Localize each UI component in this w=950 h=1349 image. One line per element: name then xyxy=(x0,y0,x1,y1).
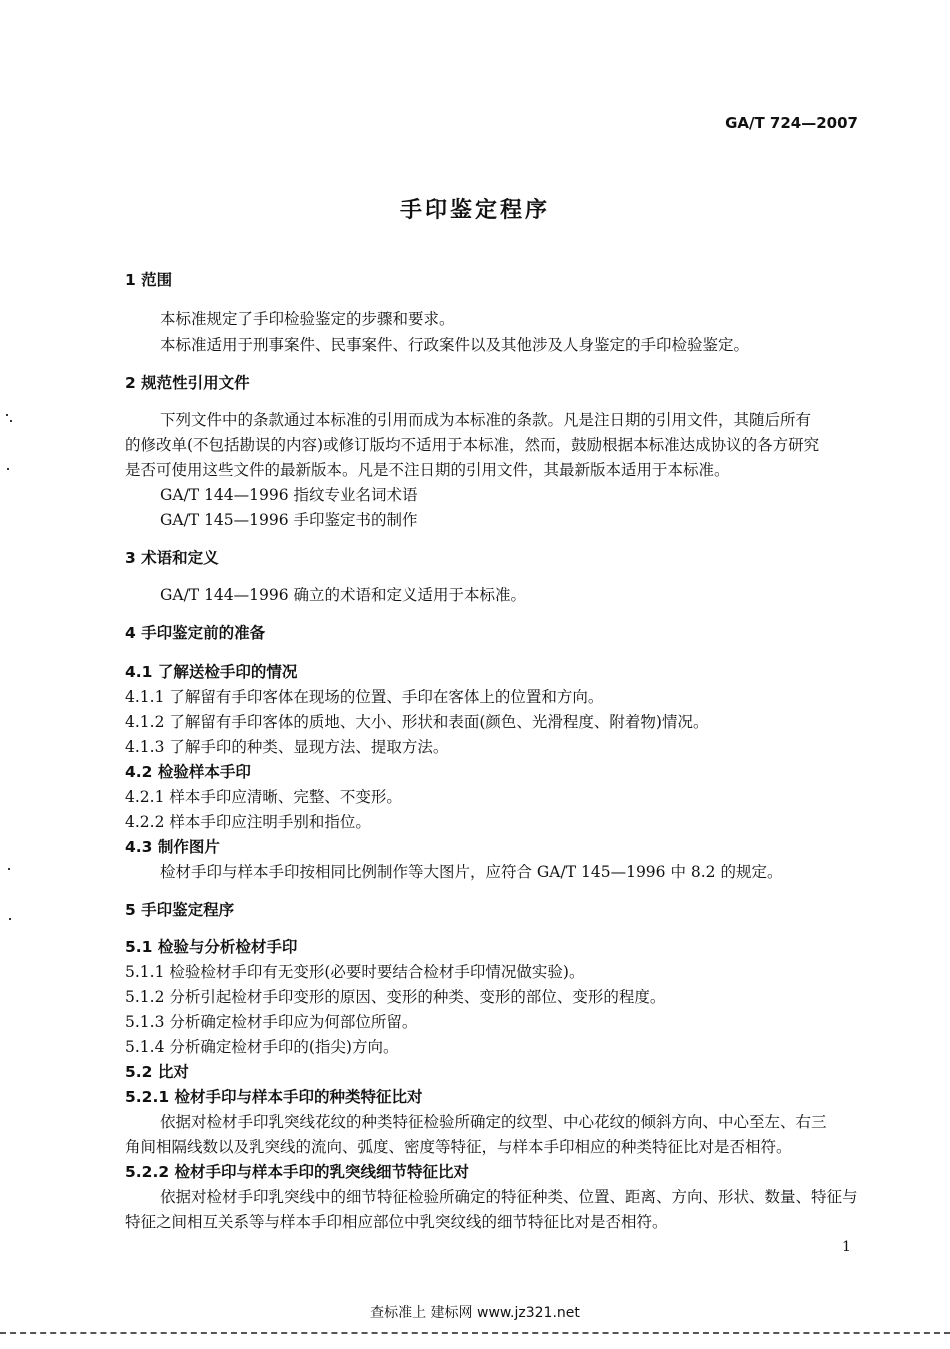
footer-watermark: 查标准上 建标网 www.jz321.net xyxy=(370,1305,580,1321)
clause-item: 5.1.2 分析引起检材手印变形的原因、变形的种类、变形的部位、变形的程度。 xyxy=(125,988,666,1006)
paragraph-line: 的修改单(不包括勘误的内容)或修订版均不适用于本标准，然而，鼓励根据本标准达成协议的各方研究 xyxy=(125,436,820,454)
paragraph-line: 是否可使用这些文件的最新版本。凡是不注日期的引用文件，其最新版本适用于本标准。 xyxy=(125,461,730,479)
paragraph-line: 下列文件中的条款通过本标准的引用而成为本标准的条款。凡是注日期的引用文件，其随后所有 xyxy=(160,411,812,429)
reference-item: GA/T 145—1996 手印鉴定书的制作 xyxy=(160,511,418,529)
scan-speck xyxy=(10,420,12,422)
clause-item: 4.2.2 样本手印应注明手别和指位。 xyxy=(125,813,371,831)
clause-item: 4.1.3 了解手印的种类、显现方法、提取方法。 xyxy=(125,738,449,756)
section-5-heading: 5 手印鉴定程序 xyxy=(125,901,235,919)
standard-number: GA/T 724—2007 xyxy=(725,114,858,132)
clause-item: 4.1.1 了解留有手印客体在现场的位置、手印在客体上的位置和方向。 xyxy=(125,688,604,706)
scan-speck xyxy=(9,918,11,920)
subsection-heading: 4.3 制作图片 xyxy=(125,838,220,856)
scan-edge-line xyxy=(0,1332,950,1334)
section-1-heading: 1 范围 xyxy=(125,271,173,289)
clause-item: 4.1.2 了解留有手印客体的质地、大小、形状和表面(颜色、光滑程度、附着物)情况。 xyxy=(125,713,709,731)
scan-speck xyxy=(7,468,9,470)
section-4-heading: 4 手印鉴定前的准备 xyxy=(125,624,266,642)
clause-heading: 5.2.1 检材手印与样本手印的种类特征比对 xyxy=(125,1088,423,1106)
clause-item: 5.1.1 检验检材手印有无变形(必要时要结合检材手印情况做实验)。 xyxy=(125,963,585,981)
subsection-heading: 4.2 检验样本手印 xyxy=(125,763,251,781)
subsection-heading: 5.1 检验与分析检材手印 xyxy=(125,938,298,956)
paragraph-line: 特征之间相互关系等与样本手印相应部位中乳突纹线的细节特征比对是否相符。 xyxy=(125,1213,668,1231)
paragraph-line: GA/T 144—1996 确立的术语和定义适用于本标准。 xyxy=(160,586,527,604)
paragraph-line: 本标准规定了手印检验鉴定的步骤和要求。 xyxy=(160,310,455,328)
page-number: 1 xyxy=(842,1239,851,1255)
paragraph-line: 角间相隔线数以及乳突线的流向、弧度、密度等特征，与样本手印相应的种类特征比对是否相符。 xyxy=(125,1138,792,1156)
clause-item: 5.1.4 分析确定检材手印的(指尖)方向。 xyxy=(125,1038,399,1056)
section-2-heading: 2 规范性引用文件 xyxy=(125,374,250,392)
paragraph-line: 依据对检材手印乳突线花纹的种类特征检验所确定的纹型、中心花纹的倾斜方向、中心至左、右三 xyxy=(160,1113,827,1131)
clause-heading: 5.2.2 检材手印与样本手印的乳突线细节特征比对 xyxy=(125,1163,470,1181)
scan-speck xyxy=(6,414,8,416)
section-3-heading: 3 术语和定义 xyxy=(125,549,219,567)
subsection-heading: 5.2 比对 xyxy=(125,1063,189,1081)
paragraph-line: 检材手印与样本手印按相同比例制作等大图片，应符合 GA/T 145—1996 中 8.2 的规定。 xyxy=(160,863,783,881)
clause-item: 4.2.1 样本手印应清晰、完整、不变形。 xyxy=(125,788,402,806)
paragraph-line: 本标准适用于刑事案件、民事案件、行政案件以及其他涉及人身鉴定的手印检验鉴定。 xyxy=(160,336,750,354)
scan-speck xyxy=(8,868,10,870)
document-title: 手印鉴定程序 xyxy=(399,198,550,223)
paragraph-line: 依据对检材手印乳突线中的细节特征检验所确定的特征种类、位置、距离、方向、形状、数量、特征与 xyxy=(160,1188,858,1206)
clause-item: 5.1.3 分析确定检材手印应为何部位所留。 xyxy=(125,1013,418,1031)
subsection-heading: 4.1 了解送检手印的情况 xyxy=(125,663,298,681)
reference-item: GA/T 144—1996 指纹专业名词术语 xyxy=(160,486,418,504)
